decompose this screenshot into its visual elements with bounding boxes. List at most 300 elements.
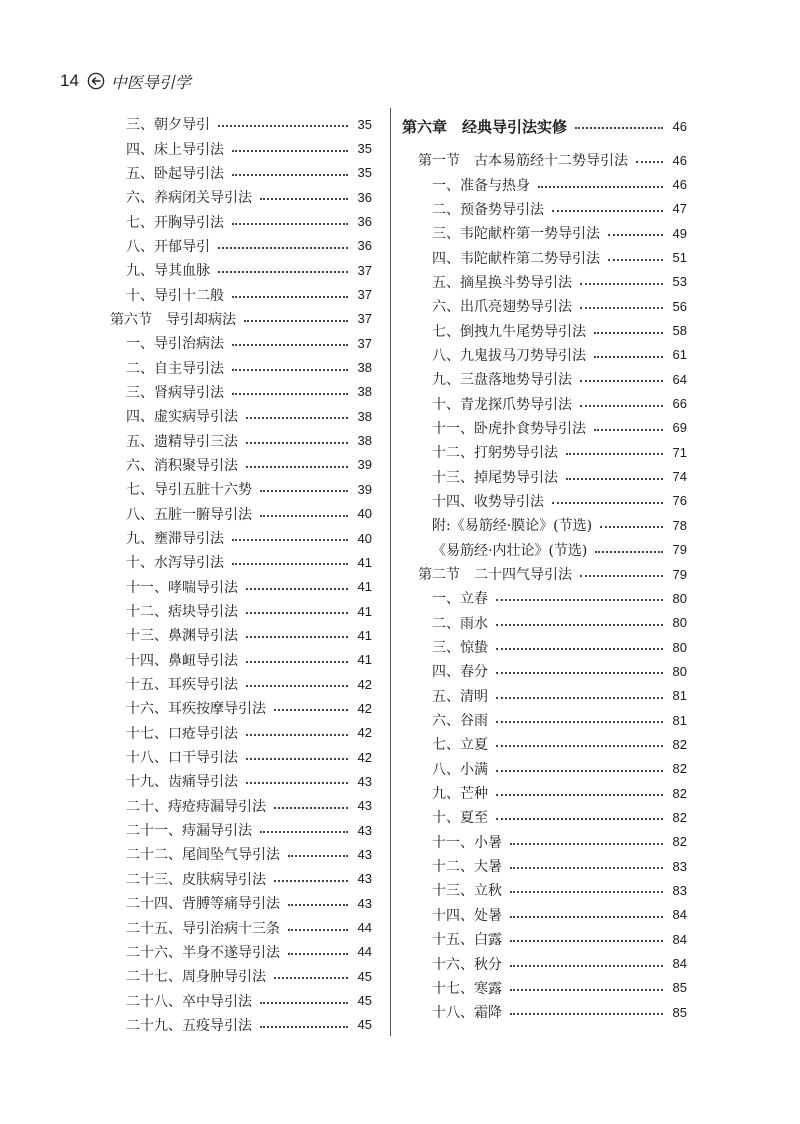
toc-entry-page: 43 (357, 846, 372, 862)
toc-entry-page: 39 (357, 457, 372, 473)
toc-entry-page: 42 (357, 676, 372, 692)
dot-leader (510, 940, 663, 942)
toc-entry-title: 十、青龙探爪势导引法 (432, 396, 572, 413)
dot-leader (260, 831, 348, 833)
toc-entry-page: 42 (357, 725, 372, 741)
toc-entry-title: 十三、立秋 (432, 883, 502, 900)
toc-entry-title: 二、雨水 (432, 615, 488, 632)
dot-leader (608, 259, 663, 261)
dot-leader (580, 575, 663, 577)
dot-leader (580, 307, 663, 309)
dot-leader (496, 818, 663, 820)
toc-entry-title: 六、养病闭关导引法 (126, 190, 252, 207)
toc-entry (110, 672, 372, 696)
toc-entry (402, 708, 687, 732)
toc-entry-page: 38 (357, 384, 372, 400)
toc-entry-title: 一、立春 (432, 591, 488, 608)
toc-entry-title: 十五、耳疾导引法 (126, 677, 238, 694)
toc-entry-title: 十、水泻导引法 (126, 555, 224, 572)
toc-entry (110, 599, 372, 623)
dot-leader (232, 174, 348, 176)
toc-entry (110, 842, 372, 866)
toc-entry (110, 1013, 372, 1037)
toc-entry-page: 66 (672, 396, 687, 412)
dot-leader (580, 380, 663, 382)
page-number: 14 (60, 71, 79, 90)
toc-entry-title: 二十一、痔漏导引法 (126, 823, 252, 840)
toc-entry (402, 732, 687, 756)
toc-entry-page: 80 (672, 615, 687, 631)
toc-entry-title: 二十、痔疮痔漏导引法 (126, 798, 266, 815)
book-title: 中医导引学 (110, 72, 191, 92)
toc-entry-page: 45 (357, 968, 372, 984)
toc-entry-title: 三、韦陀献杵第一势导引法 (432, 226, 600, 243)
toc-entry-title: 七、立夏 (432, 737, 488, 754)
dot-leader (232, 344, 348, 346)
toc-entry-title: 十、夏至 (432, 810, 488, 827)
dot-leader (566, 453, 663, 455)
toc-entry-page: 79 (672, 566, 687, 582)
toc-entry (110, 355, 372, 379)
dot-leader (496, 721, 663, 723)
dot-leader (232, 393, 348, 395)
dot-leader (260, 490, 348, 492)
toc-entry (402, 343, 687, 367)
toc-entry-title: 十七、口疮导引法 (126, 725, 238, 742)
toc-entry-title: 十四、收势导引法 (432, 493, 544, 510)
toc-entry-page: 45 (357, 1017, 372, 1033)
toc-entry-title: 十四、处暑 (432, 907, 502, 924)
toc-entry (402, 318, 687, 342)
toc-entry-title: 四、虚实病导引法 (126, 409, 238, 426)
page-header (60, 68, 191, 94)
toc-entry-title: 第六章 经典导引法实修 (402, 118, 568, 136)
dot-leader (260, 515, 348, 517)
toc-entry-title: 附:《易筋经·膜论》(节选) (432, 518, 593, 535)
toc-entry (110, 745, 372, 769)
dot-leader (218, 271, 348, 273)
toc-entry (402, 684, 687, 708)
toc-entry (110, 502, 372, 526)
toc-entry-title: 十二、大暑 (432, 859, 502, 876)
toc-entry-page: 69 (672, 420, 687, 436)
dot-leader (594, 332, 663, 334)
toc-entry-title: 十八、口干导引法 (126, 750, 238, 767)
toc-entry-title: 六、谷雨 (432, 713, 488, 730)
toc-entry-title: 十一、卧虎扑食势导引法 (432, 420, 586, 437)
toc-section-entry (402, 562, 687, 586)
dot-leader (246, 758, 348, 760)
toc-entry (110, 161, 372, 185)
toc-entry (110, 648, 372, 672)
toc-entry-page: 45 (357, 993, 372, 1009)
toc-entry (110, 550, 372, 574)
toc-entry-title: 九、壅滞导引法 (126, 531, 224, 548)
toc-entry-page: 79 (672, 542, 687, 558)
toc-entry-page: 81 (672, 712, 687, 728)
toc-entry (110, 940, 372, 964)
dot-leader (246, 588, 348, 590)
toc-entry (402, 294, 687, 318)
toc-entry (402, 416, 687, 440)
toc-entry-title: 《易筋经·内壮论》(节选) (432, 542, 588, 559)
toc-entry-title: 一、导引治病法 (126, 336, 224, 353)
dot-leader (274, 709, 348, 711)
dot-leader (246, 782, 348, 784)
toc-entry-page: 41 (357, 579, 372, 595)
toc-entry-title: 八、小满 (432, 761, 488, 778)
toc-entry-title: 十八、霜降 (432, 1005, 502, 1022)
dot-leader (510, 843, 663, 845)
toc-entry-page: 35 (357, 141, 372, 157)
column-divider (390, 108, 391, 1036)
toc-entry-title: 三、朝夕导引 (126, 117, 210, 134)
dot-leader (600, 526, 662, 528)
toc-entry-title: 九、芒种 (432, 786, 488, 803)
dot-leader (594, 356, 663, 358)
toc-entry-page: 64 (672, 371, 687, 387)
toc-entry (402, 1000, 687, 1024)
toc-entry (402, 611, 687, 635)
toc-entry-page: 83 (672, 858, 687, 874)
toc-entry-title: 十三、掉尾势导引法 (432, 469, 558, 486)
dot-leader (244, 320, 348, 322)
dot-leader (288, 929, 348, 931)
toc-entry-page: 83 (672, 882, 687, 898)
toc-entry-page: 76 (672, 493, 687, 509)
dot-leader (232, 296, 348, 298)
toc-entry-page: 82 (672, 809, 687, 825)
toc-entry-title: 十、导引十二般 (126, 287, 224, 304)
toc-entry-page: 41 (357, 603, 372, 619)
toc-entry-title: 二、预备势导引法 (432, 201, 544, 218)
toc-entry (110, 891, 372, 915)
toc-entry-title: 第二节 二十四气导引法 (418, 567, 572, 584)
dot-leader (246, 612, 348, 614)
toc-entry (110, 453, 372, 477)
toc-entry (110, 112, 372, 136)
toc-entry-title: 九、三盘落地势导引法 (432, 372, 572, 389)
toc-entry-title: 五、遗精导引三法 (126, 433, 238, 450)
toc-entry-page: 37 (357, 262, 372, 278)
dot-leader (580, 405, 663, 407)
toc-entry-page: 36 (357, 189, 372, 205)
dot-leader (510, 989, 663, 991)
toc-entry (402, 830, 687, 854)
toc-entry (402, 270, 687, 294)
dot-leader (246, 417, 348, 419)
toc-entry-title: 七、开胸导引法 (126, 214, 224, 231)
toc-entry (110, 964, 372, 988)
dot-leader (288, 904, 348, 906)
toc-entry-title: 十五、白露 (432, 932, 502, 949)
toc-entry-title: 十二、打躬势导引法 (432, 445, 558, 462)
toc-entry-page: 51 (672, 250, 687, 266)
toc-entry-page: 37 (357, 287, 372, 303)
dot-leader (510, 867, 663, 869)
toc-entry-title: 第六节 导引却病法 (110, 311, 236, 328)
toc-entry (402, 854, 687, 878)
toc-entry-page: 43 (357, 895, 372, 911)
toc-entry (402, 659, 687, 683)
dot-leader (260, 1026, 348, 1028)
dot-leader (246, 661, 348, 663)
toc-entry (402, 221, 687, 245)
toc-right-column (402, 112, 687, 1024)
dot-leader (510, 916, 663, 918)
toc-entry-page: 49 (672, 225, 687, 241)
dot-leader (232, 223, 348, 225)
toc-entry-page: 36 (357, 214, 372, 230)
toc-entry-title: 十一、哮喘导引法 (126, 579, 238, 596)
toc-entry (402, 367, 687, 391)
dot-leader (274, 880, 348, 882)
dot-leader (288, 855, 348, 857)
dot-leader (496, 599, 663, 601)
toc-entry (402, 391, 687, 415)
toc-entry (110, 575, 372, 599)
dot-leader (510, 965, 663, 967)
toc-entry-page: 43 (357, 822, 372, 838)
toc-entry-page: 46 (672, 152, 687, 168)
toc-entry-page: 53 (672, 274, 687, 290)
toc-entry (110, 380, 372, 404)
toc-entry-title: 三、惊蛰 (432, 640, 488, 657)
dot-leader (260, 1002, 348, 1004)
toc-entry-page: 41 (357, 627, 372, 643)
toc-entry (402, 586, 687, 610)
toc-entry-title: 十六、秋分 (432, 956, 502, 973)
toc-entry-title: 四、床上导引法 (126, 141, 224, 158)
toc-entry (402, 927, 687, 951)
toc-entry-page: 46 (672, 177, 687, 193)
toc-entry-page: 43 (357, 798, 372, 814)
toc-entry-page: 40 (357, 530, 372, 546)
toc-entry-title: 二、自主导引法 (126, 360, 224, 377)
dot-leader (246, 734, 348, 736)
toc-entry-title: 八、开郁导引 (126, 238, 210, 255)
dot-leader (288, 953, 348, 955)
toc-entry-title: 十九、齿痛导引法 (126, 774, 238, 791)
toc-entry (402, 538, 687, 562)
toc-entry-title: 五、摘星换斗势导引法 (432, 274, 572, 291)
toc-entry (110, 331, 372, 355)
dot-leader (552, 210, 663, 212)
toc-entry-title: 十四、鼻衄导引法 (126, 652, 238, 669)
toc-entry (110, 696, 372, 720)
toc-entry (402, 197, 687, 221)
dot-leader (566, 478, 663, 480)
toc-entry-page: 38 (357, 360, 372, 376)
toc-entry (402, 172, 687, 196)
toc-entry (402, 489, 687, 513)
toc-entry-title: 四、春分 (432, 664, 488, 681)
dot-leader (594, 429, 663, 431)
dot-leader (218, 247, 348, 249)
dot-leader (496, 794, 663, 796)
dot-leader (496, 745, 663, 747)
toc-entry-title: 十七、寒露 (432, 980, 502, 997)
toc-entry-title: 二十四、背膊等痛导引法 (126, 896, 280, 913)
toc-entry (402, 513, 687, 537)
toc-entry-page: 42 (357, 700, 372, 716)
toc-entry-page: 40 (357, 506, 372, 522)
toc-entry-title: 十二、痞块导引法 (126, 604, 238, 621)
dot-leader (580, 283, 663, 285)
toc-entry (110, 428, 372, 452)
toc-entry-page: 82 (672, 834, 687, 850)
toc-entry-title: 五、卧起导引法 (126, 165, 224, 182)
toc-entry (402, 805, 687, 829)
toc-entry-page: 85 (672, 1004, 687, 1020)
dot-leader (232, 150, 348, 152)
arrow-left-circle-icon (87, 72, 105, 90)
toc-entry-title: 七、导引五脏十六势 (126, 482, 252, 499)
dot-leader (575, 127, 663, 129)
toc-entry-page: 43 (357, 773, 372, 789)
toc-entry-title: 二十九、五疫导引法 (126, 1017, 252, 1034)
toc-entry-page: 82 (672, 785, 687, 801)
toc-entry-page: 84 (672, 907, 687, 923)
toc-entry-page: 84 (672, 931, 687, 947)
toc-entry (110, 867, 372, 891)
toc-entry-page: 84 (672, 956, 687, 972)
toc-entry-title: 二十三、皮肤病导引法 (126, 871, 266, 888)
toc-entry-page: 41 (357, 554, 372, 570)
toc-entry (402, 635, 687, 659)
toc-entry (402, 440, 687, 464)
dot-leader (274, 807, 348, 809)
toc-entry (402, 245, 687, 269)
toc-entry (402, 464, 687, 488)
dot-leader (246, 466, 348, 468)
toc-entry (402, 878, 687, 902)
dot-leader (552, 502, 663, 504)
toc-entry-page: 74 (672, 469, 687, 485)
toc-entry-title: 第一节 古本易筋经十二势导引法 (418, 153, 628, 170)
toc-entry (110, 769, 372, 793)
toc-entry-title: 二十二、尾闾坠气导引法 (126, 847, 280, 864)
toc-entry-page: 46 (672, 118, 687, 134)
toc-entry-page: 85 (672, 980, 687, 996)
dot-leader (218, 125, 348, 127)
toc-entry-title: 八、九鬼拔马刀势导引法 (432, 347, 586, 364)
toc-entry-page: 39 (357, 481, 372, 497)
toc-entry-page: 71 (672, 444, 687, 460)
dot-leader (496, 770, 663, 772)
dot-leader (595, 551, 662, 553)
toc-entry (110, 234, 372, 258)
toc-entry-page: 36 (357, 238, 372, 254)
toc-entry-page: 80 (672, 639, 687, 655)
toc-entry (110, 988, 372, 1012)
toc-entry (110, 404, 372, 428)
toc-entry (402, 757, 687, 781)
dot-leader (274, 977, 348, 979)
toc-entry-title: 二十七、周身肿导引法 (126, 969, 266, 986)
toc-entry-page: 78 (672, 517, 687, 533)
toc-entry-page: 37 (357, 311, 372, 327)
toc-entry (110, 185, 372, 209)
dot-leader (538, 186, 663, 188)
dot-leader (246, 636, 348, 638)
toc-entry-page: 82 (672, 736, 687, 752)
dot-leader (232, 369, 348, 371)
dot-leader (260, 198, 348, 200)
dot-leader (496, 648, 663, 650)
toc-entry (110, 818, 372, 842)
toc-entry-title: 八、五脏一腑导引法 (126, 506, 252, 523)
toc-entry (402, 976, 687, 1000)
toc-entry-title: 九、导其血脉 (126, 263, 210, 280)
toc-entry (110, 526, 372, 550)
toc-entry-title: 五、清明 (432, 688, 488, 705)
toc-entry-title: 十一、小暑 (432, 834, 502, 851)
toc-entry-title: 六、出爪亮翅势导引法 (432, 299, 572, 316)
toc-entry-title: 十三、鼻渊导引法 (126, 628, 238, 645)
dot-leader (246, 685, 348, 687)
dot-leader (510, 891, 663, 893)
toc-entry-page: 81 (672, 688, 687, 704)
toc-entry-page: 37 (357, 335, 372, 351)
toc-entry (110, 915, 372, 939)
toc-entry-title: 三、肾病导引法 (126, 384, 224, 401)
toc-entry (110, 794, 372, 818)
toc-entry-title: 十六、耳疾按摩导引法 (126, 701, 266, 718)
toc-entry-page: 35 (357, 165, 372, 181)
toc-entry-title: 六、消积聚导引法 (126, 457, 238, 474)
toc-entry (402, 951, 687, 975)
dot-leader (496, 624, 663, 626)
toc-entry (402, 903, 687, 927)
toc-entry (110, 258, 372, 282)
toc-entry (110, 623, 372, 647)
toc-entry-page: 38 (357, 408, 372, 424)
dot-leader (608, 234, 663, 236)
toc-entry-page: 35 (357, 116, 372, 132)
toc-section-entry (402, 148, 687, 172)
toc-entry-title: 二十五、导引治病十三条 (126, 920, 280, 937)
toc-entry-page: 38 (357, 433, 372, 449)
toc-left-column (110, 112, 372, 1037)
toc-entry-page: 61 (672, 347, 687, 363)
toc-entry-title: 四、韦陀献杵第二势导引法 (432, 250, 600, 267)
toc-entry-page: 82 (672, 761, 687, 777)
toc-entry (110, 477, 372, 501)
toc-entry-page: 58 (672, 323, 687, 339)
toc-entry-title: 二十六、半身不遂导引法 (126, 944, 280, 961)
toc-chapter-entry (402, 112, 687, 140)
toc-entry-page: 43 (357, 871, 372, 887)
toc-section-entry (110, 307, 372, 331)
toc-entry (110, 282, 372, 306)
toc-entry-title: 二十八、卒中导引法 (126, 993, 252, 1010)
toc-entry-page: 47 (672, 201, 687, 217)
toc-entry (110, 136, 372, 160)
toc-entry-title: 一、准备与热身 (432, 177, 530, 194)
dot-leader (496, 697, 663, 699)
toc-entry-page: 42 (357, 749, 372, 765)
dot-leader (246, 442, 348, 444)
toc-entry-page: 41 (357, 652, 372, 668)
toc-entry-page: 44 (357, 944, 372, 960)
toc-entry-page: 44 (357, 920, 372, 936)
toc-entry-page: 80 (672, 590, 687, 606)
toc-entry (110, 721, 372, 745)
toc-entry (402, 781, 687, 805)
dot-leader (232, 563, 348, 565)
dot-leader (232, 539, 348, 541)
